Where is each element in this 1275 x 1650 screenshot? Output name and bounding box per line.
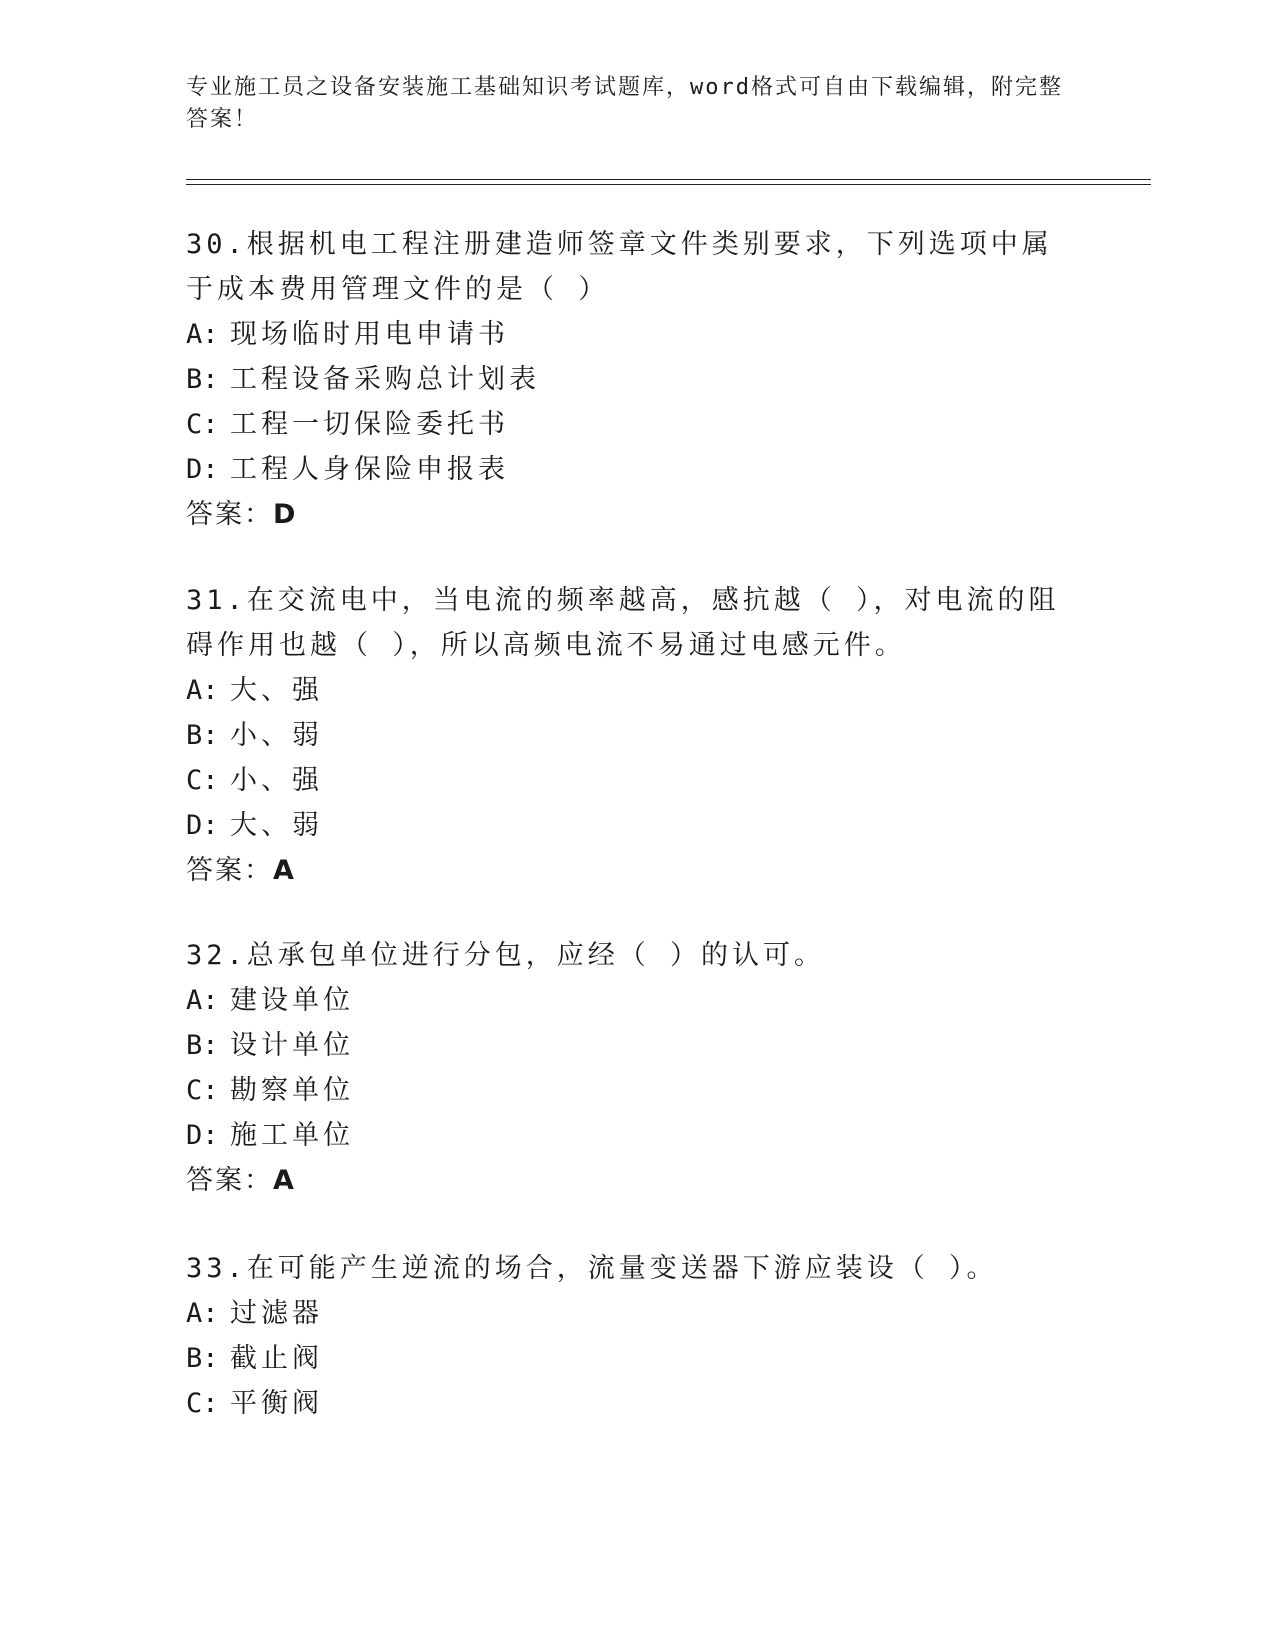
question-text: 30.根据机电工程注册建造师签章文件类别要求，下列选项中属于成本费用管理文件的是（ ） (186, 229, 1053, 305)
option-b: B: 截止阀 (186, 1343, 323, 1374)
option-b: B: 小、弱 (186, 720, 323, 751)
question-text: 33.在可能产生逆流的场合，流量变送器下游应装设（ ）。 (186, 1253, 998, 1284)
option-c: C: 工程一切保险委托书 (186, 409, 509, 440)
header-divider-bottom (186, 184, 1151, 185)
option-a: A: 大、强 (186, 675, 323, 706)
question-31 (186, 578, 1076, 893)
answer: 答案：A (186, 855, 296, 886)
option-a: A: 建设单位 (186, 985, 354, 1016)
option-a: A: 现场临时用电申请书 (186, 319, 509, 350)
answer: 答案：D (186, 499, 298, 530)
option-b: B: 工程设备采购总计划表 (186, 364, 540, 395)
option-d: D: 大、弱 (186, 810, 323, 841)
answer: 答案：A (186, 1165, 296, 1196)
option-d: D: 工程人身保险申报表 (186, 454, 509, 485)
option-d: D: 施工单位 (186, 1120, 354, 1151)
option-c: C: 平衡阀 (186, 1388, 323, 1419)
option-b: B: 设计单位 (186, 1030, 354, 1061)
question-text: 32.总承包单位进行分包，应经（ ）的认可。 (186, 940, 826, 971)
option-c: C: 小、强 (186, 765, 323, 796)
header-divider-top (186, 179, 1151, 180)
option-c: C: 勘察单位 (186, 1075, 354, 1106)
document-header: 专业施工员之设备安装施工基础知识考试题库，word格式可自由下载编辑，附完整答案！ (186, 75, 1063, 132)
question-text: 31.在交流电中，当电流的频率越高，感抗越（ ），对电流的阻碍作用也越（ ），所以高频电流不易通过电感元件。 (186, 585, 1060, 661)
question-33 (186, 1246, 1076, 1426)
option-a: A: 过滤器 (186, 1298, 323, 1329)
question-32 (186, 933, 1076, 1203)
question-30 (186, 222, 1076, 537)
